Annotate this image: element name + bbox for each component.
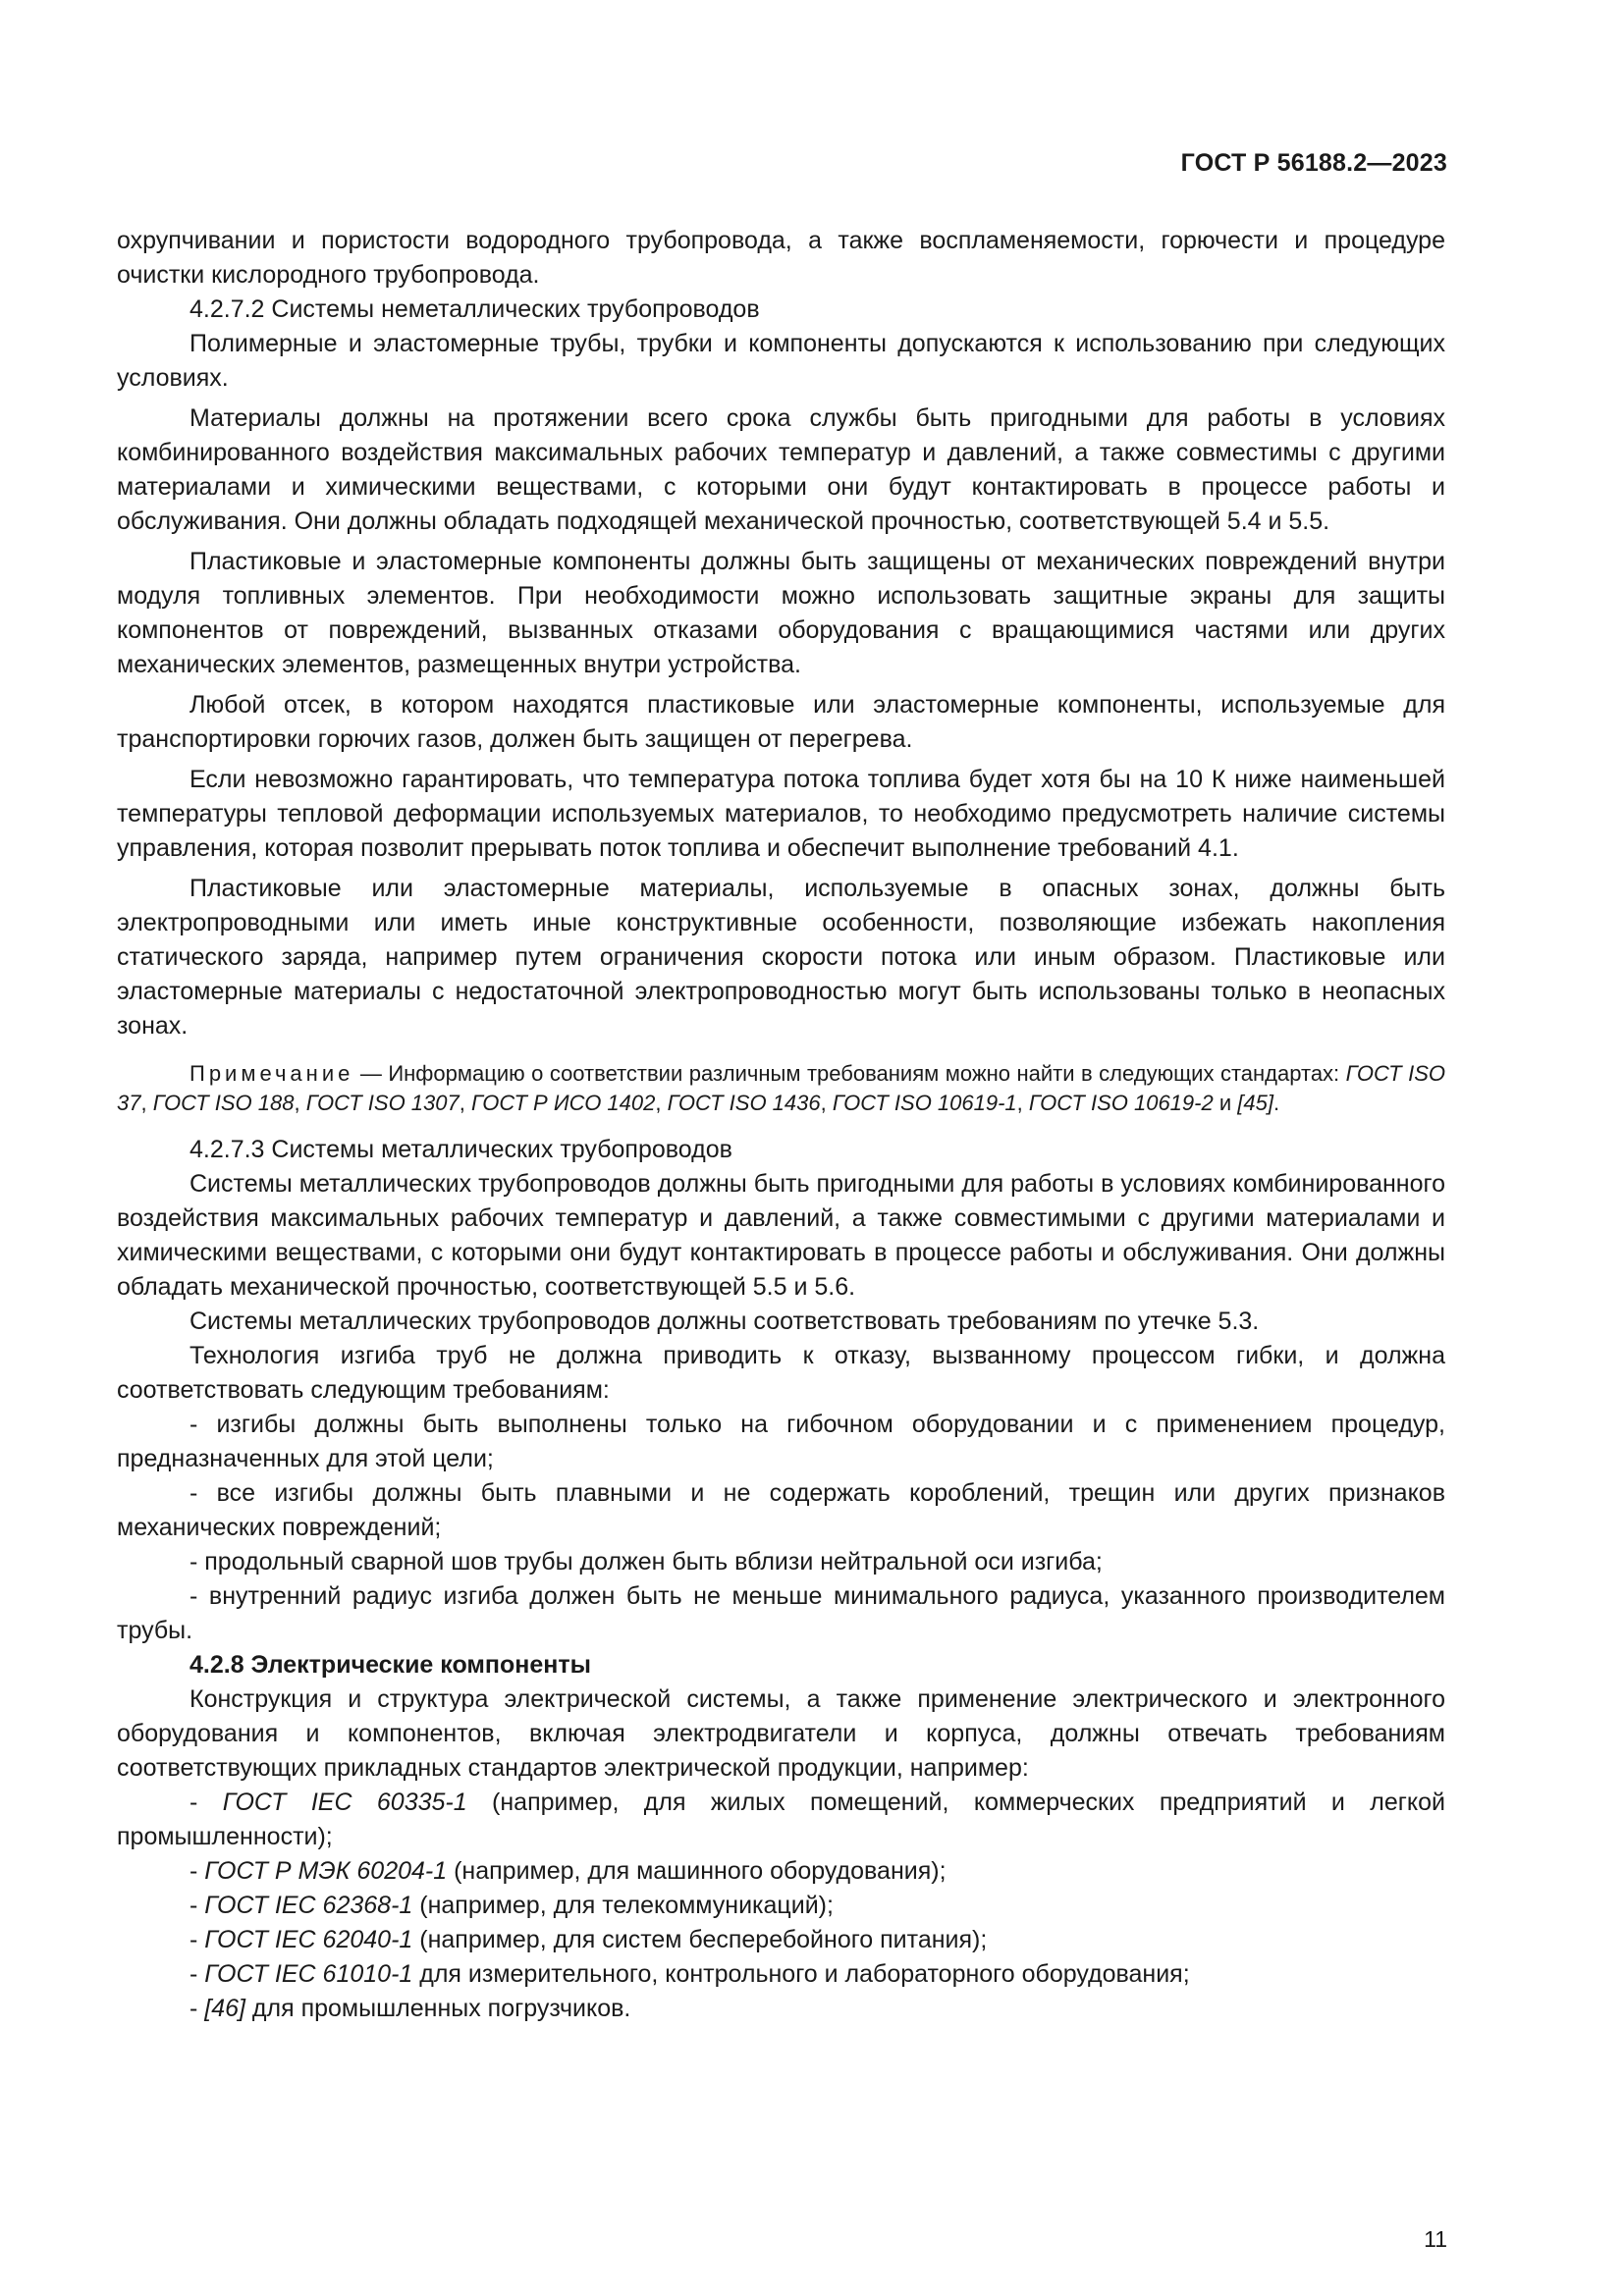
list-item [117, 1889, 1445, 1923]
note-ref: ГОСТ Р ИСО 1402 [470, 1090, 656, 1115]
note-ref: ГОСТ ISO 1307 [305, 1090, 460, 1115]
standard-ref: ГОСТ Р МЭК 60204-1 [204, 1857, 448, 1885]
note-ref: ГОСТ ISO 1436 [667, 1090, 821, 1115]
list-dash: - [189, 1857, 205, 1885]
paragraph: Полимерные и эластомерные трубы, трубки и компоненты допускаются к использованию при следующих условиях. [117, 330, 1445, 392]
note-ref: ГОСТ ISO 37 [117, 1061, 1445, 1115]
paragraph: охрупчивании и пористости водородного трубопровода, а также воспламеняемости, горючести и процедуре очистки кислородного трубопровода. [117, 227, 1445, 289]
list-item [117, 1923, 1445, 1957]
note-sep: , [655, 1090, 668, 1115]
note-and: и [1213, 1090, 1238, 1115]
list-item: - изгибы должны быть выполнены только на гибочном оборудовании и с применением процедур, предназначенных для этой цели; [117, 1411, 1445, 1472]
paragraph: Материалы должны на протяжении всего срока службы быть пригодными для работы в условиях комбинированного воздействия максимальных рабочих температур и давлений, а также совместимы с другими материалами и химическими веществами, с которыми они будут контактировать в процессе работы и обслуживания. Они должны обладать подходящей механической прочностью, соответствующей 5.4 и 5.5. [117, 404, 1445, 535]
document-body [117, 224, 1445, 2026]
note-end: . [1272, 1090, 1280, 1115]
note-label: Примечание [189, 1061, 354, 1086]
paragraph: Технология изгиба труб не должна приводить к отказу, вызванному процессом гибки, и должна соответствовать следующим требованиям: [117, 1342, 1445, 1404]
list-item: - внутренний радиус изгиба должен быть не меньше минимального радиуса, указанного производителем трубы. [117, 1582, 1445, 1644]
paragraph: Системы металлических трубопроводов должны соответствовать требованиям по утечке 5.3. [189, 1308, 1260, 1335]
list-item [117, 1854, 1445, 1889]
list-item-text: (например, для систем бесперебойного питания); [412, 1926, 988, 1953]
list-item-text: (например, для телекоммуникаций); [412, 1892, 834, 1919]
note-sep: , [1016, 1090, 1029, 1115]
note-text: — Информацию о соответствии различным требованиям можно найти в следующих стандартах: [353, 1061, 1346, 1086]
standard-ref: [46] [204, 1995, 245, 2022]
section-heading-4-2-7-3: 4.2.7.3 Системы металлических трубопроводов [189, 1136, 732, 1163]
note-ref: ГОСТ ISO 188 [152, 1090, 295, 1115]
list-dash: - [189, 1892, 205, 1919]
list-dash: - [189, 1995, 205, 2022]
note-ref: [45] [1237, 1090, 1273, 1115]
list-item [117, 1992, 1445, 2026]
note-sep: , [459, 1090, 471, 1115]
list-item [117, 1786, 1445, 1854]
list-dash: - [189, 1789, 223, 1816]
standard-ref: ГОСТ IEC 61010-1 [204, 1960, 413, 1988]
note-sep: , [140, 1090, 153, 1115]
list-item-text: для измерительного, контрольного и лабораторного оборудования; [412, 1960, 1190, 1988]
list-item: - все изгибы должны быть плавными и не содержать короблений, трещин или других признаков механических повреждений; [117, 1479, 1445, 1541]
paragraph: Пластиковые и эластомерные компоненты должны быть защищены от механических повреждений внутри модуля топливных элементов. При необходимости можно использовать защитные экраны для защиты компонентов от повреждений, вызванных отказами оборудования с вращающимися частями или других механических элементов, размещенных внутри устройства. [117, 548, 1445, 678]
list-item-text: для промышленных погрузчиков. [244, 1995, 631, 2022]
paragraph: Системы металлических трубопроводов должны быть пригодными для работы в условиях комбинированного воздействия максимальных рабочих температур и давлений, а также совместимыми с другими материалами и химическими веществами, с которыми они будут контактировать в процессе работы и обслуживания. Они должны обладать механической прочностью, соответствующей 5.5 и 5.6. [117, 1170, 1445, 1301]
document-header-number: ГОСТ Р 56188.2—2023 [1180, 149, 1447, 177]
note-sep: , [294, 1090, 306, 1115]
list-item: - продольный сварной шов трубы должен быть вблизи нейтральной оси изгиба; [189, 1548, 1103, 1575]
note-ref: ГОСТ ISO 10619-1 [832, 1090, 1017, 1115]
list-dash: - [189, 1960, 205, 1988]
section-heading-4-2-7-2: 4.2.7.2 Системы неметаллических трубопроводов [189, 295, 760, 323]
paragraph: Если невозможно гарантировать, что температура потока топлива будет хотя бы на 10 К ниже наименьшей температуры тепловой деформации используемых материалов, то необходимо предусмотреть наличие системы управления, которая позволит прерывать поток топлива и обеспечит выполнение требований 4.1. [117, 766, 1445, 862]
paragraph: Пластиковые или эластомерные материалы, используемые в опасных зонах, должны быть электропроводными или иметь иные конструктивные особенности, позволяющие избежать накопления статического заряда, например путем ограничения скорости потока или иным образом. Пластиковые или эластомерные материалы с недостаточной электропроводностью могут быть использованы только в неопасных зонах. [117, 875, 1445, 1040]
paragraph: Любой отсек, в котором находятся пластиковые или эластомерные компоненты, используемые для транспортировки горючих газов, должен быть защищен от перегрева. [117, 691, 1445, 753]
standard-ref: ГОСТ IEC 62040-1 [204, 1926, 413, 1953]
list-dash: - [189, 1926, 205, 1953]
list-item-text: (например, для жилых помещений, коммерческих предприятий и легкой промышленности); [117, 1789, 1445, 1850]
list-item-text: (например, для машинного оборудования); [447, 1857, 947, 1885]
note-sep: , [820, 1090, 833, 1115]
section-heading-4-2-8: 4.2.8 Электрические компоненты [189, 1651, 591, 1679]
paragraph: Конструкция и структура электрической системы, а также применение электрического и электронного оборудования и компонентов, включая электродвигатели и корпуса, должны отвечать требованиям соответствующих прикладных стандартов электрической продукции, например: [117, 1685, 1445, 1782]
note-ref: ГОСТ ISO 10619-2 [1028, 1090, 1214, 1115]
standard-ref: ГОСТ IEC 60335-1 [222, 1789, 467, 1816]
page-number: 11 [1424, 2226, 1447, 2252]
note [117, 1059, 1445, 1117]
standard-ref: ГОСТ IEC 62368-1 [204, 1892, 413, 1919]
list-item [117, 1957, 1445, 1992]
